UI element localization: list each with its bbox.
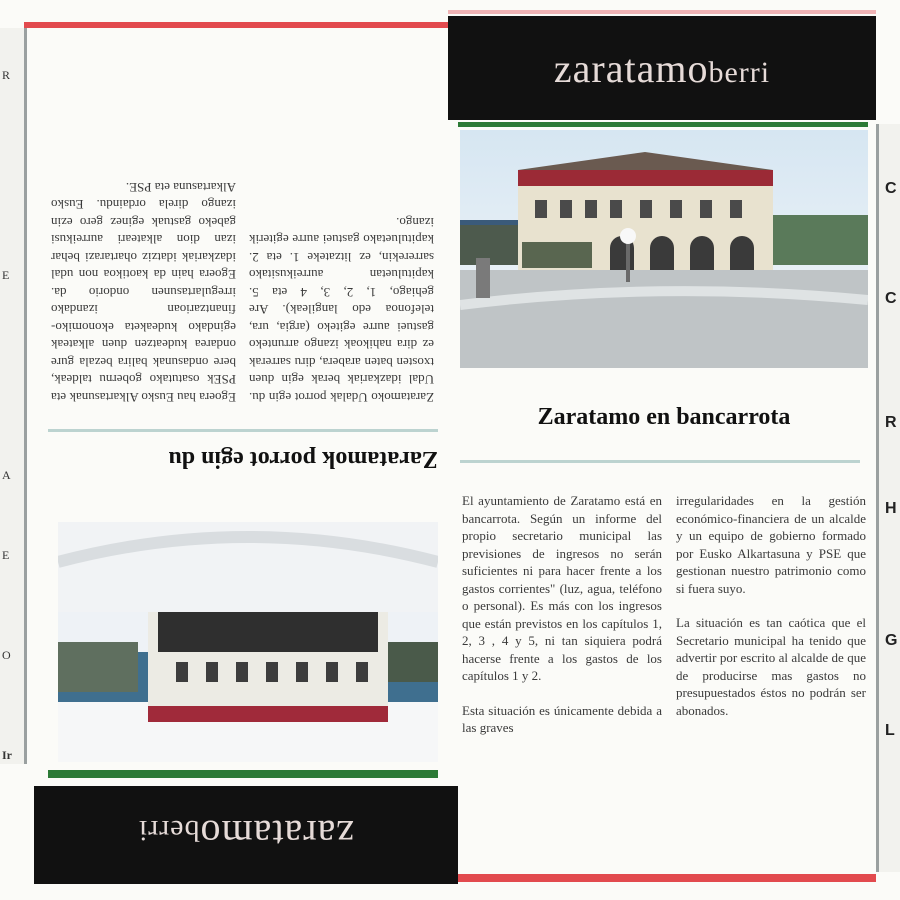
adjacent-caption: G xyxy=(885,632,898,649)
headline-left: Zaratamok porrot egin du xyxy=(168,446,438,472)
inverted-column-2 xyxy=(51,162,236,407)
masthead-logo: zaratamoberri xyxy=(553,45,771,91)
inverted-page xyxy=(24,28,448,884)
adjacent-caption: R xyxy=(885,414,897,431)
masthead-inverted xyxy=(34,786,458,884)
town-hall-photo xyxy=(460,130,868,368)
green-rule-top xyxy=(458,122,868,127)
green-rule-inverted xyxy=(48,770,438,778)
adjacent-caption: C xyxy=(885,180,897,197)
paragraph: Zaratamoko Udalak porrot egin du. Udal idazkariak berak egin duen txosten baten arabera, diru sarrerak ez dira nahikoak izango arrunteko gastuei aurre egiteko (argia, ura, telefonoa edo langileak). Are gehiago, 1, 2, 3, 4 eta 5. kapituluetan aurreikusitako sarrerekin, ez litzateke 1. eta 2. kapituluetako gastuei aurre egiterik izango. xyxy=(249,215,434,405)
masthead-logo-inverted: zaratamoberri xyxy=(137,812,355,858)
headline-rule-right xyxy=(460,460,860,463)
building-photo-inverted xyxy=(58,522,438,762)
adjacent-text: E xyxy=(2,268,10,282)
adjacent-text: R xyxy=(2,68,11,82)
inverted-column-1 xyxy=(249,197,434,407)
adjacent-text: Ir xyxy=(2,748,12,762)
adjacent-page-left xyxy=(0,28,27,764)
paragraph: irregularidades en la gestión económico-financiera de un alcalde y un equipo de gobierno formado por Eusko Alkartasuna y PSE que gestionan nuestro patrimonio como si fuera suyo. xyxy=(676,493,866,596)
paragraph: Egoera hau Eusko Alkartasunak eta PSEk osatutako gobernu taldeak, bere ondasunak balira bezala gure ondarea kudeatzen duen alkateak egindako kudeaketa ekonomiko-finantzarioan izandako irregulartasunen ondorio da. Egoera hain da kaotikoa non udal idazkariak idatziz ohartarazi behar izan dion alkateari aurreikusi gabeko gastuak eginez gero ezin izango direla ordaindu. Eusko Alkartasuna eta PSE. xyxy=(51,180,236,405)
article-column-1 xyxy=(462,492,662,754)
headline-rule-left xyxy=(48,429,438,432)
headline-right: Zaratamo en bancarrota xyxy=(537,404,791,430)
article-column-2 xyxy=(676,492,866,736)
top-rule-right xyxy=(448,10,876,14)
adjacent-text: E xyxy=(2,548,10,562)
adjacent-text: O xyxy=(2,648,11,662)
masthead xyxy=(448,16,876,120)
adjacent-caption: L xyxy=(885,722,895,739)
bottom-rule-right xyxy=(458,874,876,882)
adjacent-page-right xyxy=(876,124,900,872)
adjacent-caption: H xyxy=(885,500,897,517)
adjacent-caption: C xyxy=(885,290,897,307)
paragraph: Esta situación es únicamente debida a las graves xyxy=(462,702,662,735)
paragraph: El ayuntamiento de Zaratamo está en bancarrota. Según un informe del propio secretario municipal las previsiones de ingresos no serán suficientes ni para hacer frente a los gastos corrientes" (luz, agua, teléfono o personal). Es más con los ingresos que están previstos en los capítulos 1, 2, 3 , 4 y 5, ni tan siquiera podrá hacerse frente a los gastos de los capítulos 1 y 2. xyxy=(462,493,662,683)
adjacent-text: A xyxy=(2,468,11,482)
paragraph: La situación es tan caótica que el Secretario municipal ha tenido que advertir por escrito al alcalde de que de producirse mas gastos no presupuestados éstos no podrán ser abonados. xyxy=(676,615,866,718)
